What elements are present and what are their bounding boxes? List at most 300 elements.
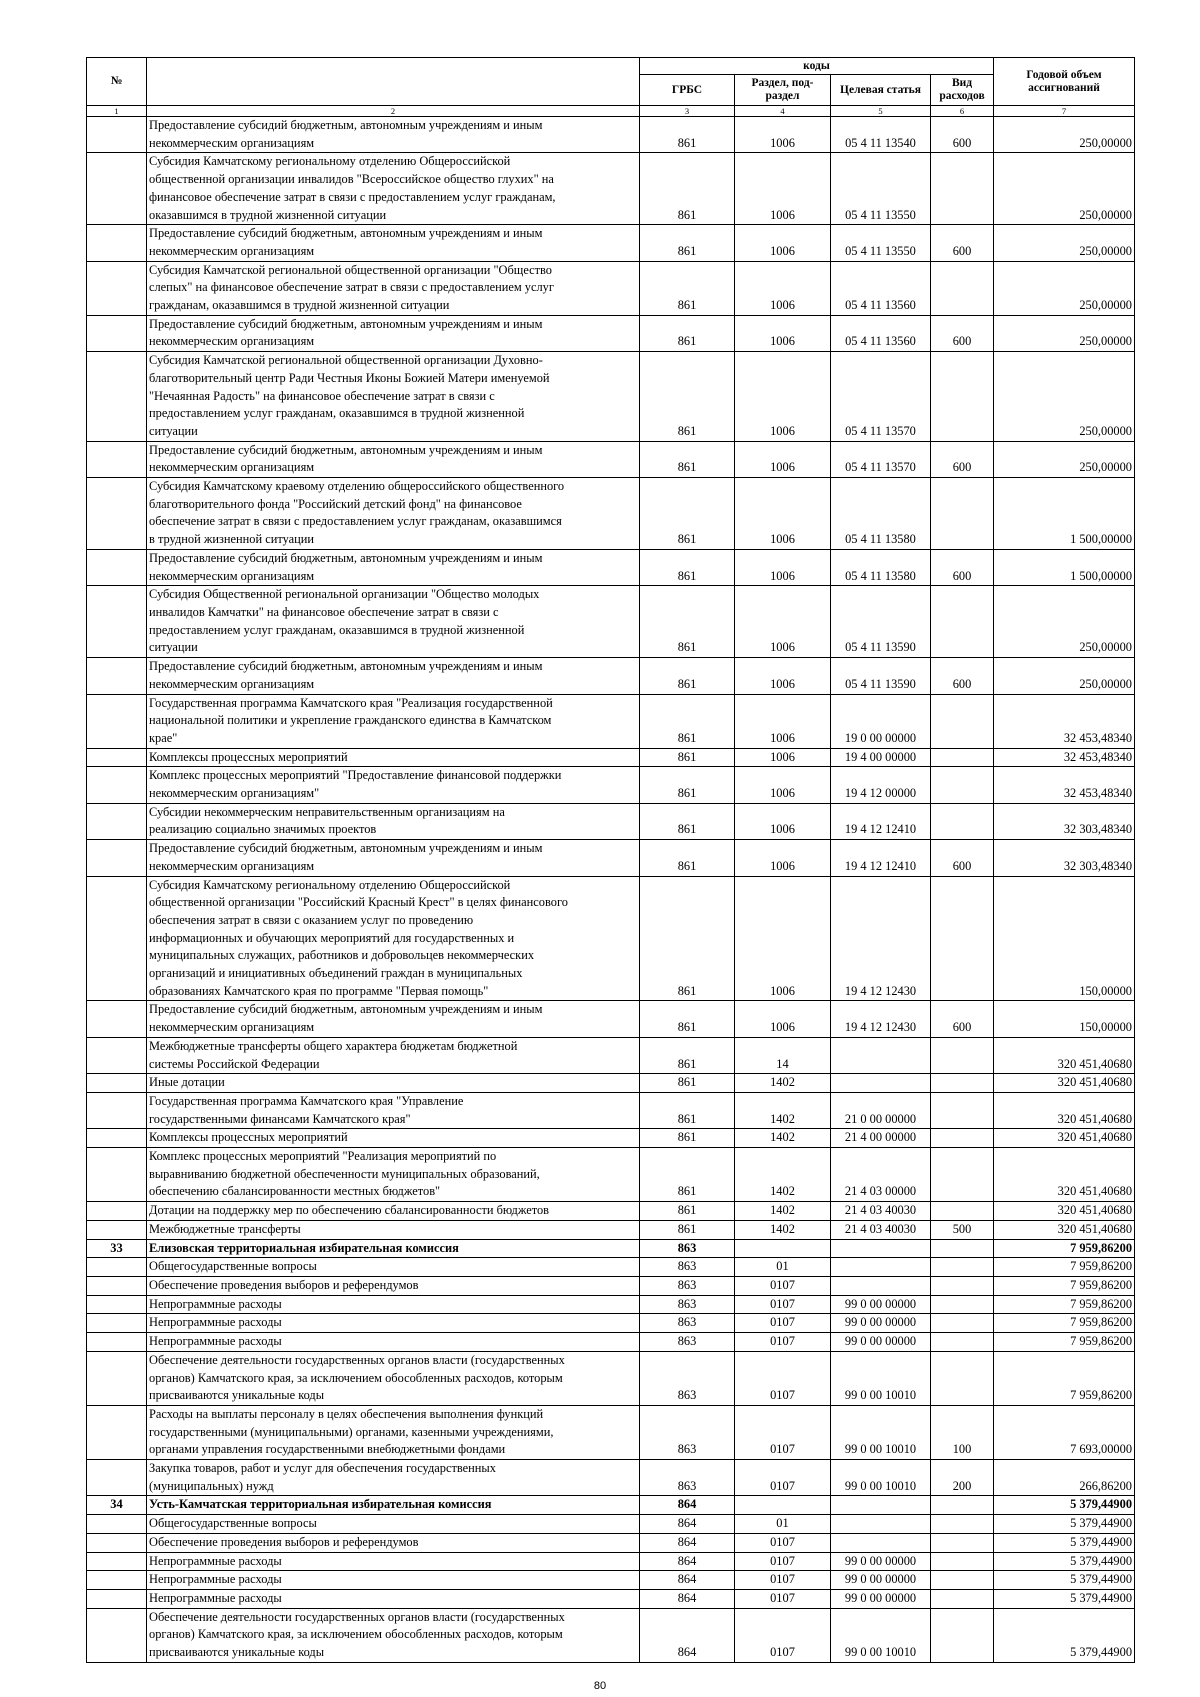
row-name: Комплексы процессных мероприятий	[147, 1129, 640, 1148]
row-grbs: 863	[640, 1277, 735, 1296]
table-row	[87, 315, 1135, 351]
row-name: Межбюджетные трансферты	[147, 1220, 640, 1239]
row-type	[931, 1333, 994, 1352]
colnum-5: 5	[831, 106, 931, 117]
row-target: 99 0 00 10010	[831, 1608, 931, 1662]
row-name: Комплекс процессных мероприятий "Предоставление финансовой поддержки некоммерческим организациям"	[147, 767, 640, 803]
row-target: 21 4 03 40030	[831, 1202, 931, 1221]
row-amount: 32 453,48340	[994, 694, 1135, 748]
row-target: 05 4 11 13550	[831, 225, 931, 261]
row-number	[87, 767, 147, 803]
row-amount: 32 303,48340	[994, 803, 1135, 839]
row-section: 1006	[735, 658, 831, 694]
row-section: 1006	[735, 117, 831, 153]
row-number: 34	[87, 1496, 147, 1515]
row-amount: 5 379,44900	[994, 1533, 1135, 1552]
row-name: Субсидия Камчатскому региональному отделению Общероссийской общественной организации "Российский Красный Крест" в целях финансового обеспечения затрат в связи с оказанием услуг по проведению информационных и обучающих мероприятий для государственных и муниципальных служащих, работников и добровольцев некоммерческих организаций и инициативных объединений граждан в муниципальных образованиях Камчатского края по программе "Первая помощь"	[147, 876, 640, 1001]
row-grbs: 861	[640, 1092, 735, 1128]
row-grbs: 864	[640, 1533, 735, 1552]
row-grbs: 861	[640, 117, 735, 153]
row-amount: 32 303,48340	[994, 840, 1135, 876]
row-target: 21 0 00 00000	[831, 1092, 931, 1128]
row-amount: 320 451,40680	[994, 1037, 1135, 1073]
row-type: 500	[931, 1220, 994, 1239]
row-number	[87, 1608, 147, 1662]
row-amount: 5 379,44900	[994, 1608, 1135, 1662]
row-number	[87, 840, 147, 876]
row-grbs: 861	[640, 153, 735, 225]
row-type	[931, 694, 994, 748]
row-amount: 5 379,44900	[994, 1496, 1135, 1515]
row-amount: 320 451,40680	[994, 1074, 1135, 1093]
row-section: 0107	[735, 1333, 831, 1352]
row-type	[931, 1589, 994, 1608]
row-section: 1006	[735, 748, 831, 767]
row-amount: 32 453,48340	[994, 748, 1135, 767]
row-name: Субсидия Камчатскому краевому отделению общероссийского общественного благотворительного фонда "Российский детский фонд" на финансовое обеспечение затрат в связи с предоставлением услуг гражданам, оказавшимся в трудной жизненной ситуации	[147, 478, 640, 550]
row-number	[87, 549, 147, 585]
row-number	[87, 694, 147, 748]
row-type	[931, 478, 994, 550]
row-number	[87, 478, 147, 550]
colnum-4: 4	[735, 106, 831, 117]
row-name: Предоставление субсидий бюджетным, автономным учреждениям и иным некоммерческим организациям	[147, 549, 640, 585]
row-amount: 250,00000	[994, 153, 1135, 225]
row-section: 01	[735, 1515, 831, 1534]
row-target: 19 0 00 00000	[831, 694, 931, 748]
row-number	[87, 352, 147, 442]
header-codes: коды	[640, 58, 994, 75]
row-name: Усть-Камчатская территориальная избирательная комиссия	[147, 1496, 640, 1515]
row-grbs: 861	[640, 658, 735, 694]
table-row	[87, 1496, 1135, 1515]
row-amount: 1 500,00000	[994, 549, 1135, 585]
row-name: Комплекс процессных мероприятий "Реализация мероприятий по выравниванию бюджетной обеспеченности муниципальных образований, обеспечению сбалансированности местных бюджетов"	[147, 1148, 640, 1202]
table-row	[87, 1515, 1135, 1534]
row-grbs: 861	[640, 315, 735, 351]
row-name: Комплексы процессных мероприятий	[147, 748, 640, 767]
row-type	[931, 767, 994, 803]
row-section: 0107	[735, 1405, 831, 1459]
row-type	[931, 1571, 994, 1590]
table-row	[87, 117, 1135, 153]
row-number	[87, 1295, 147, 1314]
colnum-2: 2	[147, 106, 640, 117]
table-row	[87, 694, 1135, 748]
row-grbs: 861	[640, 1220, 735, 1239]
row-amount: 5 379,44900	[994, 1552, 1135, 1571]
header-grbs: ГРБС	[640, 75, 735, 106]
row-number	[87, 658, 147, 694]
row-target: 05 4 11 13540	[831, 117, 931, 153]
row-grbs: 863	[640, 1258, 735, 1277]
row-section: 1402	[735, 1202, 831, 1221]
row-grbs: 863	[640, 1333, 735, 1352]
row-number	[87, 1533, 147, 1552]
table-row	[87, 1460, 1135, 1496]
header-section: Раздел, под- раздел	[735, 75, 831, 106]
row-name: Субсидия Камчатскому региональному отделению Общероссийской общественной организации инвалидов "Всероссийское общество глухих" на финансовое обеспечение затрат в связи с предоставлением услуг гражданам, оказавшимся в трудной жизненной ситуации	[147, 153, 640, 225]
row-grbs: 864	[640, 1552, 735, 1571]
row-grbs: 864	[640, 1496, 735, 1515]
row-type	[931, 352, 994, 442]
row-number	[87, 1515, 147, 1534]
row-number	[87, 261, 147, 315]
row-amount: 1 500,00000	[994, 478, 1135, 550]
row-name: Непрограммные расходы	[147, 1552, 640, 1571]
header-num: №	[87, 58, 147, 106]
row-target: 05 4 11 13570	[831, 441, 931, 477]
row-name: Субсидия Общественной региональной организации "Общество молодых инвалидов Камчатки" на финансовое обеспечение затрат в связи с предоставлением услуг гражданам, оказавшимся в трудной жизненной ситуации	[147, 586, 640, 658]
row-target: 99 0 00 00000	[831, 1314, 931, 1333]
row-target: 99 0 00 10010	[831, 1460, 931, 1496]
row-grbs: 861	[640, 225, 735, 261]
row-number	[87, 1148, 147, 1202]
row-target: 21 4 03 00000	[831, 1148, 931, 1202]
row-target	[831, 1037, 931, 1073]
row-name: Обеспечение проведения выборов и референдумов	[147, 1277, 640, 1296]
row-target: 19 4 12 12430	[831, 1001, 931, 1037]
row-target: 99 0 00 10010	[831, 1405, 931, 1459]
row-target: 99 0 00 00000	[831, 1295, 931, 1314]
row-number	[87, 225, 147, 261]
row-amount: 32 453,48340	[994, 767, 1135, 803]
row-amount: 5 379,44900	[994, 1571, 1135, 1590]
row-number	[87, 1571, 147, 1590]
row-section: 1402	[735, 1220, 831, 1239]
header-amount: Годовой объем ассигнований	[994, 58, 1135, 106]
row-amount: 250,00000	[994, 117, 1135, 153]
row-amount: 7 693,00000	[994, 1405, 1135, 1459]
row-number	[87, 1129, 147, 1148]
row-grbs: 863	[640, 1314, 735, 1333]
row-grbs: 863	[640, 1460, 735, 1496]
row-type: 600	[931, 658, 994, 694]
row-target: 19 4 12 12430	[831, 876, 931, 1001]
table-row	[87, 352, 1135, 442]
row-number	[87, 1277, 147, 1296]
table-row	[87, 840, 1135, 876]
table-row	[87, 1037, 1135, 1073]
row-amount: 7 959,86200	[994, 1314, 1135, 1333]
row-amount: 7 959,86200	[994, 1333, 1135, 1352]
table-row	[87, 1129, 1135, 1148]
row-target: 05 4 11 13590	[831, 658, 931, 694]
table-row	[87, 1295, 1135, 1314]
row-target: 05 4 11 13570	[831, 352, 931, 442]
row-number	[87, 586, 147, 658]
row-amount: 5 379,44900	[994, 1589, 1135, 1608]
row-type	[931, 153, 994, 225]
row-type	[931, 1202, 994, 1221]
row-section: 1402	[735, 1148, 831, 1202]
row-amount: 5 379,44900	[994, 1515, 1135, 1534]
row-name: Государственная программа Камчатского края "Реализация государственной национальной политики и укрепление гражданского единства в Камчатском крае"	[147, 694, 640, 748]
row-target: 05 4 11 13550	[831, 153, 931, 225]
table-row	[87, 1533, 1135, 1552]
row-section: 0107	[735, 1552, 831, 1571]
row-number	[87, 1552, 147, 1571]
row-name: Предоставление субсидий бюджетным, автономным учреждениям и иным некоммерческим организациям	[147, 315, 640, 351]
row-target	[831, 1074, 931, 1093]
row-name: Непрограммные расходы	[147, 1333, 640, 1352]
row-target: 05 4 11 13580	[831, 478, 931, 550]
row-type	[931, 803, 994, 839]
row-type	[931, 1148, 994, 1202]
colnum-3: 3	[640, 106, 735, 117]
row-number	[87, 1333, 147, 1352]
row-target	[831, 1239, 931, 1258]
row-name: Обеспечение проведения выборов и референдумов	[147, 1533, 640, 1552]
row-number	[87, 441, 147, 477]
table-row	[87, 1608, 1135, 1662]
row-section: 14	[735, 1037, 831, 1073]
row-target	[831, 1258, 931, 1277]
row-name: Непрограммные расходы	[147, 1589, 640, 1608]
row-amount: 320 451,40680	[994, 1092, 1135, 1128]
row-grbs: 861	[640, 352, 735, 442]
row-section: 1402	[735, 1074, 831, 1093]
table-row	[87, 1202, 1135, 1221]
colnum-6: 6	[931, 106, 994, 117]
row-target: 99 0 00 00000	[831, 1552, 931, 1571]
row-target	[831, 1496, 931, 1515]
row-grbs: 864	[640, 1589, 735, 1608]
row-name: Обеспечение деятельности государственных органов власти (государственных органов) Камчатского края, за исключением обособленных расходов, которым присваиваются уникальные коды	[147, 1351, 640, 1405]
row-name: Расходы на выплаты персоналу в целях обеспечения выполнения функций государственными (муниципальными) органами, казенными учреждениями, органами управления государственными внебюджетными фондами	[147, 1405, 640, 1459]
row-target	[831, 1515, 931, 1534]
row-amount: 250,00000	[994, 261, 1135, 315]
row-number	[87, 1092, 147, 1128]
row-amount: 7 959,86200	[994, 1351, 1135, 1405]
row-name: Субсидия Камчатской региональной общественной организации "Общество слепых" на финансовое обеспечение затрат в связи с предоставлением услуг гражданам, оказавшимся в трудной жизненной ситуации	[147, 261, 640, 315]
table-row	[87, 549, 1135, 585]
row-name: Дотации на поддержку мер по обеспечению сбалансированности бюджетов	[147, 1202, 640, 1221]
row-grbs: 861	[640, 748, 735, 767]
row-number: 33	[87, 1239, 147, 1258]
row-amount: 320 451,40680	[994, 1220, 1135, 1239]
row-section: 1006	[735, 767, 831, 803]
row-section: 1006	[735, 225, 831, 261]
row-grbs: 863	[640, 1405, 735, 1459]
header-name	[147, 58, 640, 106]
row-number	[87, 876, 147, 1001]
row-grbs: 861	[640, 1148, 735, 1202]
row-number	[87, 1589, 147, 1608]
row-grbs: 863	[640, 1351, 735, 1405]
row-type	[931, 1515, 994, 1534]
row-section: 1006	[735, 840, 831, 876]
row-name: Предоставление субсидий бюджетным, автономным учреждениям и иным некоммерческим организациям	[147, 441, 640, 477]
row-amount: 250,00000	[994, 658, 1135, 694]
table-row	[87, 1333, 1135, 1352]
row-type	[931, 1295, 994, 1314]
row-number	[87, 1220, 147, 1239]
table-row	[87, 1092, 1135, 1128]
row-number	[87, 1202, 147, 1221]
row-section: 0107	[735, 1277, 831, 1296]
row-amount: 250,00000	[994, 315, 1135, 351]
row-name: Предоставление субсидий бюджетным, автономным учреждениям и иным некоммерческим организациям	[147, 117, 640, 153]
row-target: 19 4 12 12410	[831, 803, 931, 839]
row-name: Предоставление субсидий бюджетным, автономным учреждениям и иным некоммерческим организациям	[147, 225, 640, 261]
row-name: Обеспечение деятельности государственных органов власти (государственных органов) Камчатского края, за исключением обособленных расходов, которым присваиваются уникальные коды	[147, 1608, 640, 1662]
row-section: 0107	[735, 1295, 831, 1314]
table-body	[87, 117, 1135, 1663]
row-grbs: 861	[640, 1074, 735, 1093]
row-amount: 250,00000	[994, 586, 1135, 658]
row-grbs: 864	[640, 1571, 735, 1590]
table-row	[87, 748, 1135, 767]
table-row	[87, 803, 1135, 839]
row-name: Непрограммные расходы	[147, 1314, 640, 1333]
row-number	[87, 117, 147, 153]
row-number	[87, 1258, 147, 1277]
row-type	[931, 748, 994, 767]
row-grbs: 861	[640, 803, 735, 839]
row-name: Общегосударственные вопросы	[147, 1515, 640, 1534]
table-row	[87, 1552, 1135, 1571]
row-type	[931, 1258, 994, 1277]
row-name: Субсидии некоммерческим неправительственным организациям на реализацию социально значимых проектов	[147, 803, 640, 839]
row-type	[931, 586, 994, 658]
row-section: 1006	[735, 586, 831, 658]
row-type	[931, 1129, 994, 1148]
row-grbs: 864	[640, 1515, 735, 1534]
row-amount: 320 451,40680	[994, 1148, 1135, 1202]
row-grbs: 861	[640, 549, 735, 585]
row-target: 19 4 00 00000	[831, 748, 931, 767]
row-type: 600	[931, 549, 994, 585]
row-target: 21 4 00 00000	[831, 1129, 931, 1148]
row-number	[87, 1314, 147, 1333]
row-target	[831, 1533, 931, 1552]
row-section: 1006	[735, 1001, 831, 1037]
table-row	[87, 1239, 1135, 1258]
row-type	[931, 1351, 994, 1405]
row-type	[931, 1533, 994, 1552]
row-target: 19 4 12 12410	[831, 840, 931, 876]
row-section: 1006	[735, 352, 831, 442]
table-row	[87, 767, 1135, 803]
header-target: Целевая статья	[831, 75, 931, 106]
row-section: 1006	[735, 803, 831, 839]
row-section: 0107	[735, 1351, 831, 1405]
row-target: 05 4 11 13560	[831, 315, 931, 351]
table-row	[87, 1220, 1135, 1239]
row-amount: 150,00000	[994, 876, 1135, 1001]
row-number	[87, 1074, 147, 1093]
table-row	[87, 1589, 1135, 1608]
row-type	[931, 1552, 994, 1571]
row-target	[831, 1277, 931, 1296]
row-section: 0107	[735, 1314, 831, 1333]
budget-table	[86, 57, 1135, 1663]
row-name: Непрограммные расходы	[147, 1571, 640, 1590]
table-row	[87, 1314, 1135, 1333]
row-number	[87, 1001, 147, 1037]
table-row	[87, 1405, 1135, 1459]
table-row	[87, 1277, 1135, 1296]
row-amount: 7 959,86200	[994, 1295, 1135, 1314]
row-grbs: 861	[640, 694, 735, 748]
row-grbs: 861	[640, 586, 735, 658]
colnum-1: 1	[87, 106, 147, 117]
row-grbs: 861	[640, 1001, 735, 1037]
row-type	[931, 261, 994, 315]
row-section: 1402	[735, 1092, 831, 1128]
row-type	[931, 1277, 994, 1296]
row-name: Предоставление субсидий бюджетным, автономным учреждениям и иным некоммерческим организациям	[147, 1001, 640, 1037]
row-type	[931, 1074, 994, 1093]
row-target: 99 0 00 00000	[831, 1333, 931, 1352]
table-row	[87, 478, 1135, 550]
row-type	[931, 1239, 994, 1258]
row-grbs: 861	[640, 1202, 735, 1221]
table-row	[87, 876, 1135, 1001]
row-grbs: 863	[640, 1239, 735, 1258]
row-grbs: 861	[640, 261, 735, 315]
row-name: Государственная программа Камчатского края "Управление государственными финансами Камчатского края"	[147, 1092, 640, 1128]
row-section: 1006	[735, 315, 831, 351]
row-section	[735, 1496, 831, 1515]
row-type: 600	[931, 315, 994, 351]
row-amount: 266,86200	[994, 1460, 1135, 1496]
row-grbs: 861	[640, 1037, 735, 1073]
row-type: 600	[931, 117, 994, 153]
colnum-7: 7	[994, 106, 1135, 117]
row-number	[87, 1037, 147, 1073]
row-number	[87, 1351, 147, 1405]
row-amount: 320 451,40680	[994, 1202, 1135, 1221]
row-section: 1006	[735, 876, 831, 1001]
row-type: 600	[931, 225, 994, 261]
table-row	[87, 586, 1135, 658]
row-section: 01	[735, 1258, 831, 1277]
row-grbs: 863	[640, 1295, 735, 1314]
row-section: 1006	[735, 549, 831, 585]
row-target: 05 4 11 13560	[831, 261, 931, 315]
row-grbs: 861	[640, 840, 735, 876]
page-number: 80	[593, 1680, 607, 1692]
row-section: 1006	[735, 261, 831, 315]
row-name: Общегосударственные вопросы	[147, 1258, 640, 1277]
row-name: Предоставление субсидий бюджетным, автономным учреждениям и иным некоммерческим организациям	[147, 658, 640, 694]
row-name: Межбюджетные трансферты общего характера бюджетам бюджетной системы Российской Федерации	[147, 1037, 640, 1073]
row-grbs: 861	[640, 441, 735, 477]
table-row	[87, 441, 1135, 477]
row-name: Елизовская территориальная избирательная комиссия	[147, 1239, 640, 1258]
row-grbs: 861	[640, 767, 735, 803]
row-section: 0107	[735, 1608, 831, 1662]
row-amount: 7 959,86200	[994, 1277, 1135, 1296]
row-section: 0107	[735, 1589, 831, 1608]
row-amount: 250,00000	[994, 441, 1135, 477]
row-target: 05 4 11 13580	[831, 549, 931, 585]
table-row	[87, 1351, 1135, 1405]
row-target: 99 0 00 10010	[831, 1351, 931, 1405]
row-section: 1006	[735, 478, 831, 550]
row-target: 99 0 00 00000	[831, 1589, 931, 1608]
row-amount: 250,00000	[994, 352, 1135, 442]
table-row	[87, 658, 1135, 694]
row-section: 0107	[735, 1533, 831, 1552]
header-type: Вид расходов	[931, 75, 994, 106]
row-name: Закупка товаров, работ и услуг для обеспечения государственных (муниципальных) нужд	[147, 1460, 640, 1496]
row-type: 200	[931, 1460, 994, 1496]
row-section: 0107	[735, 1571, 831, 1590]
row-grbs: 861	[640, 1129, 735, 1148]
